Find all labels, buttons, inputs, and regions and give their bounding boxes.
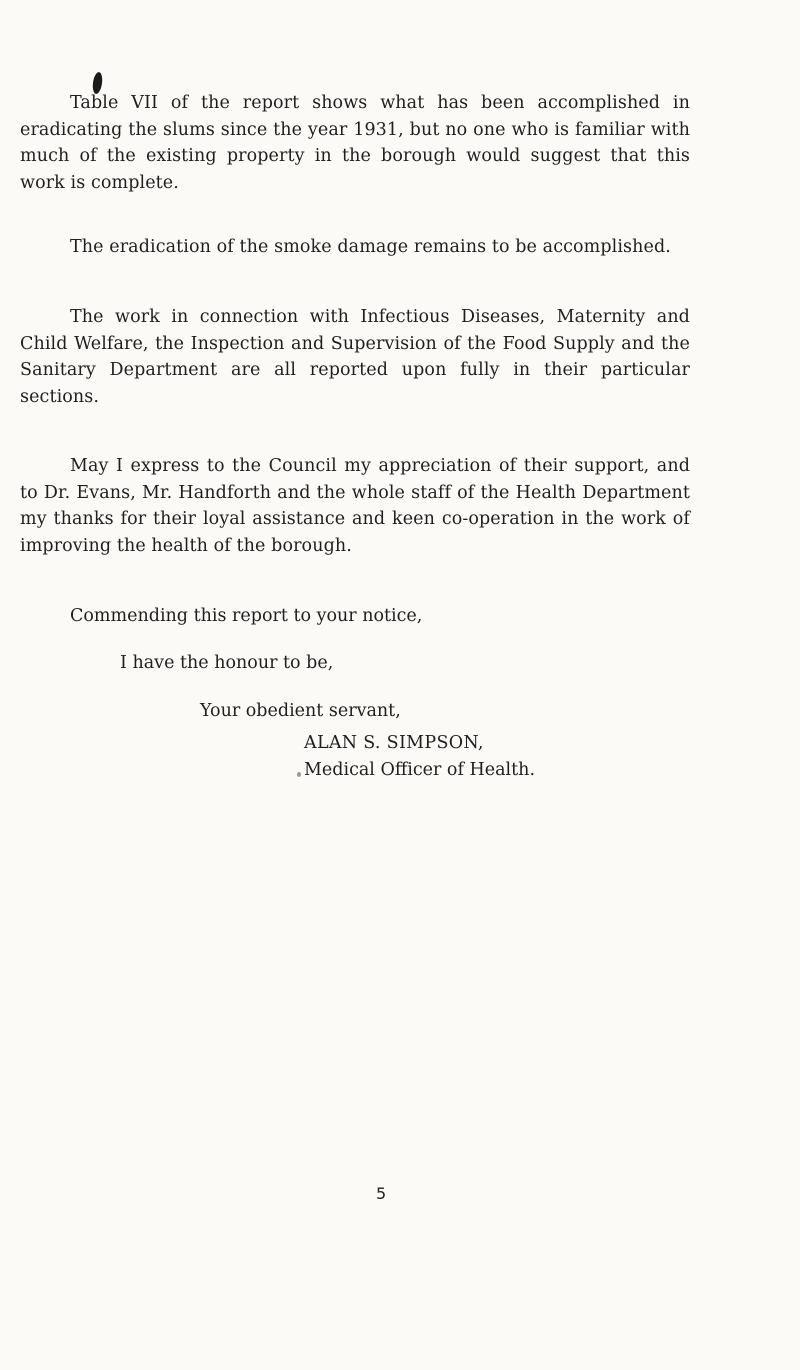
closing-honour: I have the honour to be, bbox=[120, 653, 334, 673]
page-number: 5 bbox=[376, 1184, 387, 1203]
paragraph-smoke-damage: The eradication of the smoke damage remains to be accomplished. bbox=[70, 237, 671, 257]
paragraph-appreciation: May I express to the Council my appreciation of their support, and to Dr. Evans, Mr. Handforth and the whole staff of the Health Department my thanks for their loyal assistance and keen co-operation in the work of improving the health of the borough. bbox=[20, 456, 690, 556]
closing-valediction: Your obedient servant, bbox=[200, 701, 401, 721]
signatory-title: Medical Officer of Health. bbox=[304, 760, 536, 780]
paragraph-slum-clearance: Table VII of the report shows what has been accomplished in eradicating the slums since the year 1931, but no one who is familiar with much of the existing property in the borough would suggest that this work is complete. bbox=[20, 93, 690, 193]
signatory-name: ALAN S. SIMPSON, bbox=[304, 733, 484, 753]
ink-speck-mark bbox=[297, 772, 301, 777]
closing-commending: Commending this report to your notice, bbox=[70, 606, 423, 626]
paragraph-departments: The work in connection with Infectious Diseases, Maternity and Child Welfare, the Inspection and Supervision of the Food Supply and the Sanitary Department are all reported upon fully in their particular sections. bbox=[20, 307, 690, 407]
